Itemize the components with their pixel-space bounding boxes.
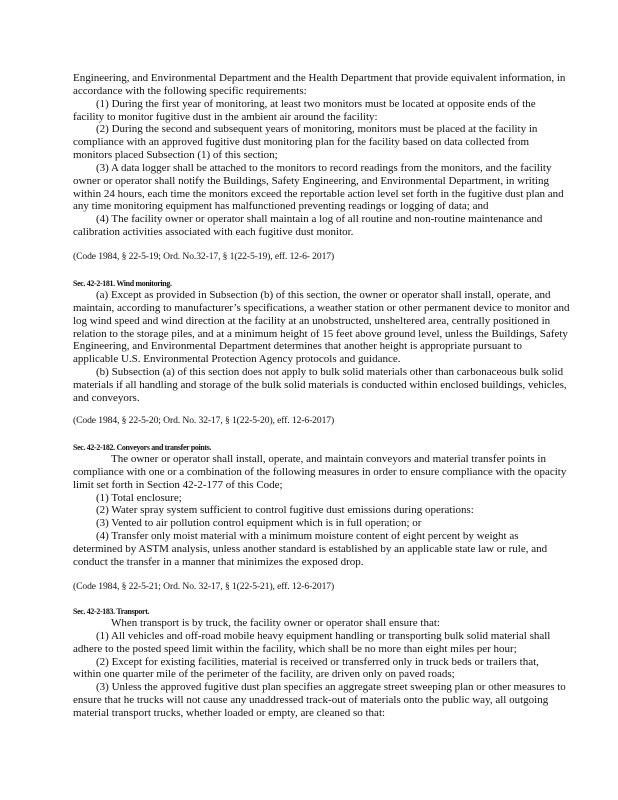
text-line: monitors placed Subsection (1) of this section; bbox=[73, 149, 278, 162]
text-line: calibration activities associated with each fugitive dust monitor. bbox=[73, 226, 354, 239]
text-line: determined by ASTM analysis, unless another standard is established by an applicable state law or rule, and bbox=[73, 542, 548, 555]
list-item bbox=[73, 681, 613, 720]
text-line: material transport trucks, whether loaded or empty, are cleaned so that: bbox=[73, 706, 386, 719]
text-line: relation to the storage piles, and at a minimum height of 15 feet above ground level, unless the Buildings, Safety bbox=[73, 327, 568, 340]
text-line: facility to monitor fugitive dust in the ambient air around the facility: bbox=[73, 110, 378, 123]
text-line: accordance with the following specific requirements: bbox=[73, 84, 307, 97]
text-line: (1) Total enclosure; bbox=[96, 491, 182, 504]
list-item bbox=[73, 213, 613, 239]
text-line: (1) During the first year of monitoring, at least two monitors must be located at opposite ends of the bbox=[96, 97, 536, 110]
text-line: compliance with an approved fugitive dust monitoring plan for the facility based on data collected from bbox=[73, 136, 530, 149]
text-line: Engineering, and Environmental Department determines that another height is appropriate pursuant to bbox=[73, 340, 523, 353]
text-line: compliance with one or a combination of the following measures in order to ensure compliance with the opacity bbox=[73, 465, 567, 478]
text-line: adhere to the posted speed limit within the facility, which shall be no more than eight miles per hour; bbox=[73, 642, 517, 655]
text-line: owner or operator shall notify the Buildings, Safety Engineering, and Environmental Department, in writing bbox=[73, 174, 549, 187]
list-item bbox=[73, 366, 613, 405]
list-item bbox=[73, 492, 613, 505]
intro-section bbox=[73, 72, 613, 239]
text-line: within one quarter mile of the perimeter of the facility, are driven only on paved roads; bbox=[73, 668, 455, 681]
text-line: (b) Subsection (a) of this section does not apply to bulk solid materials other than carbonaceous bulk solid bbox=[96, 366, 564, 379]
text-line: (2) Except for existing facilities, material is received or transferred only in truck beds or trailers that, bbox=[96, 655, 539, 668]
text-line: When transport is by truck, the facility owner or operator shall ensure that: bbox=[111, 617, 440, 629]
citation: (Code 1984, § 22-5-21; Ord. No. 32-17, § 1(22-5-21), eff. 12-6-2017) bbox=[73, 581, 335, 592]
list-item bbox=[73, 162, 613, 213]
section-body bbox=[73, 289, 613, 405]
text-line: (4) Transfer only moist material with a minimum moisture content of eight percent by weight as bbox=[96, 530, 519, 543]
lead-paragraph bbox=[73, 453, 613, 492]
text-line: (3) Unless the approved fugitive dust plan specifies an aggregate street sweeping plan or other measures to bbox=[96, 681, 566, 694]
text-line: log wind speed and wind direction at the facility at an unobstructed, unsheltered area, centrally positioned in bbox=[73, 314, 551, 327]
text-line: and conveyors. bbox=[73, 391, 140, 404]
text-line: conduct the transfer in a manner that minimizes the exposed drop. bbox=[73, 555, 364, 568]
text-line: (1) All vehicles and off-road mobile heavy equipment handling or transporting bulk solid material shall bbox=[96, 629, 551, 642]
text-line: (2) During the second and subsequent years of monitoring, monitors must be placed at the facility in bbox=[96, 123, 538, 136]
list-item bbox=[73, 504, 613, 517]
text-line: ensure that he trucks will not cause any unaddressed track-out of materials onto the public way, all outgoing bbox=[73, 694, 549, 707]
text-line: within 24 hours, each time the monitors exceed the reportable action level set forth in the fugitive dust plan and bbox=[73, 187, 564, 200]
section-heading: Sec. 42-2-181. Wind monitoring. bbox=[73, 278, 172, 288]
text-line: maintain, according to manufacturer’s specifications, a weather station or other permanent device to monitor and bbox=[73, 301, 570, 314]
citation: (Code 1984, § 22-5-20; Ord. No. 32-17, § 1(22-5-20), eff. 12-6-2017) bbox=[73, 415, 335, 426]
lead-paragraph bbox=[73, 617, 613, 630]
text-line: (3) A data logger shall be attached to the monitors to record readings from the monitors, and the facility bbox=[96, 161, 552, 174]
list-item bbox=[73, 517, 613, 530]
list-item bbox=[73, 98, 613, 124]
text-line: (2) Water spray system sufficient to control fugitive dust emissions during operations: bbox=[96, 504, 474, 517]
text-line: applicable U.S. Environmental Protection Agency protocols and guidance. bbox=[73, 353, 401, 366]
text-line: (3) Vented to air pollution control equipment which is in full operation; or bbox=[96, 517, 422, 530]
list-item bbox=[73, 656, 613, 682]
intro-paragraph bbox=[73, 72, 613, 98]
text-line: (4) The facility owner or operator shall maintain a log of all routine and non-routine maintenance and bbox=[96, 213, 543, 226]
section-body bbox=[73, 617, 613, 720]
list-item bbox=[73, 630, 613, 656]
text-line: materials if all handling and storage of the bulk solid materials is conducted within enclosed buildings, vehicles, bbox=[73, 378, 567, 391]
section-heading: Sec. 42-2-182. Conveyors and transfer points. bbox=[73, 442, 212, 452]
list-item bbox=[73, 530, 613, 569]
text-line: limit set forth in Section 42-2-177 of this Code; bbox=[73, 478, 283, 491]
list-item bbox=[73, 289, 613, 366]
section-heading: Sec. 42-2-183. Transport. bbox=[73, 606, 150, 616]
text-line: Engineering, and Environmental Department and the Health Department that provide equivalent information, in bbox=[73, 72, 566, 84]
text-line: any time monitoring equipment has malfunctioned preventing readings or logging of data; and bbox=[73, 200, 489, 213]
section-body bbox=[73, 453, 613, 569]
citation: (Code 1984, § 22-5-19; Ord. No.32-17, § 1(22-5-19), eff. 12-6- 2017) bbox=[73, 251, 335, 262]
text-line: (a) Except as provided in Subsection (b) of this section, the owner or operator shall install, operate, and bbox=[96, 289, 551, 301]
text-line: The owner or operator shall install, operate, and maintain conveyors and material transfer points in bbox=[111, 453, 546, 465]
list-item bbox=[73, 123, 613, 162]
